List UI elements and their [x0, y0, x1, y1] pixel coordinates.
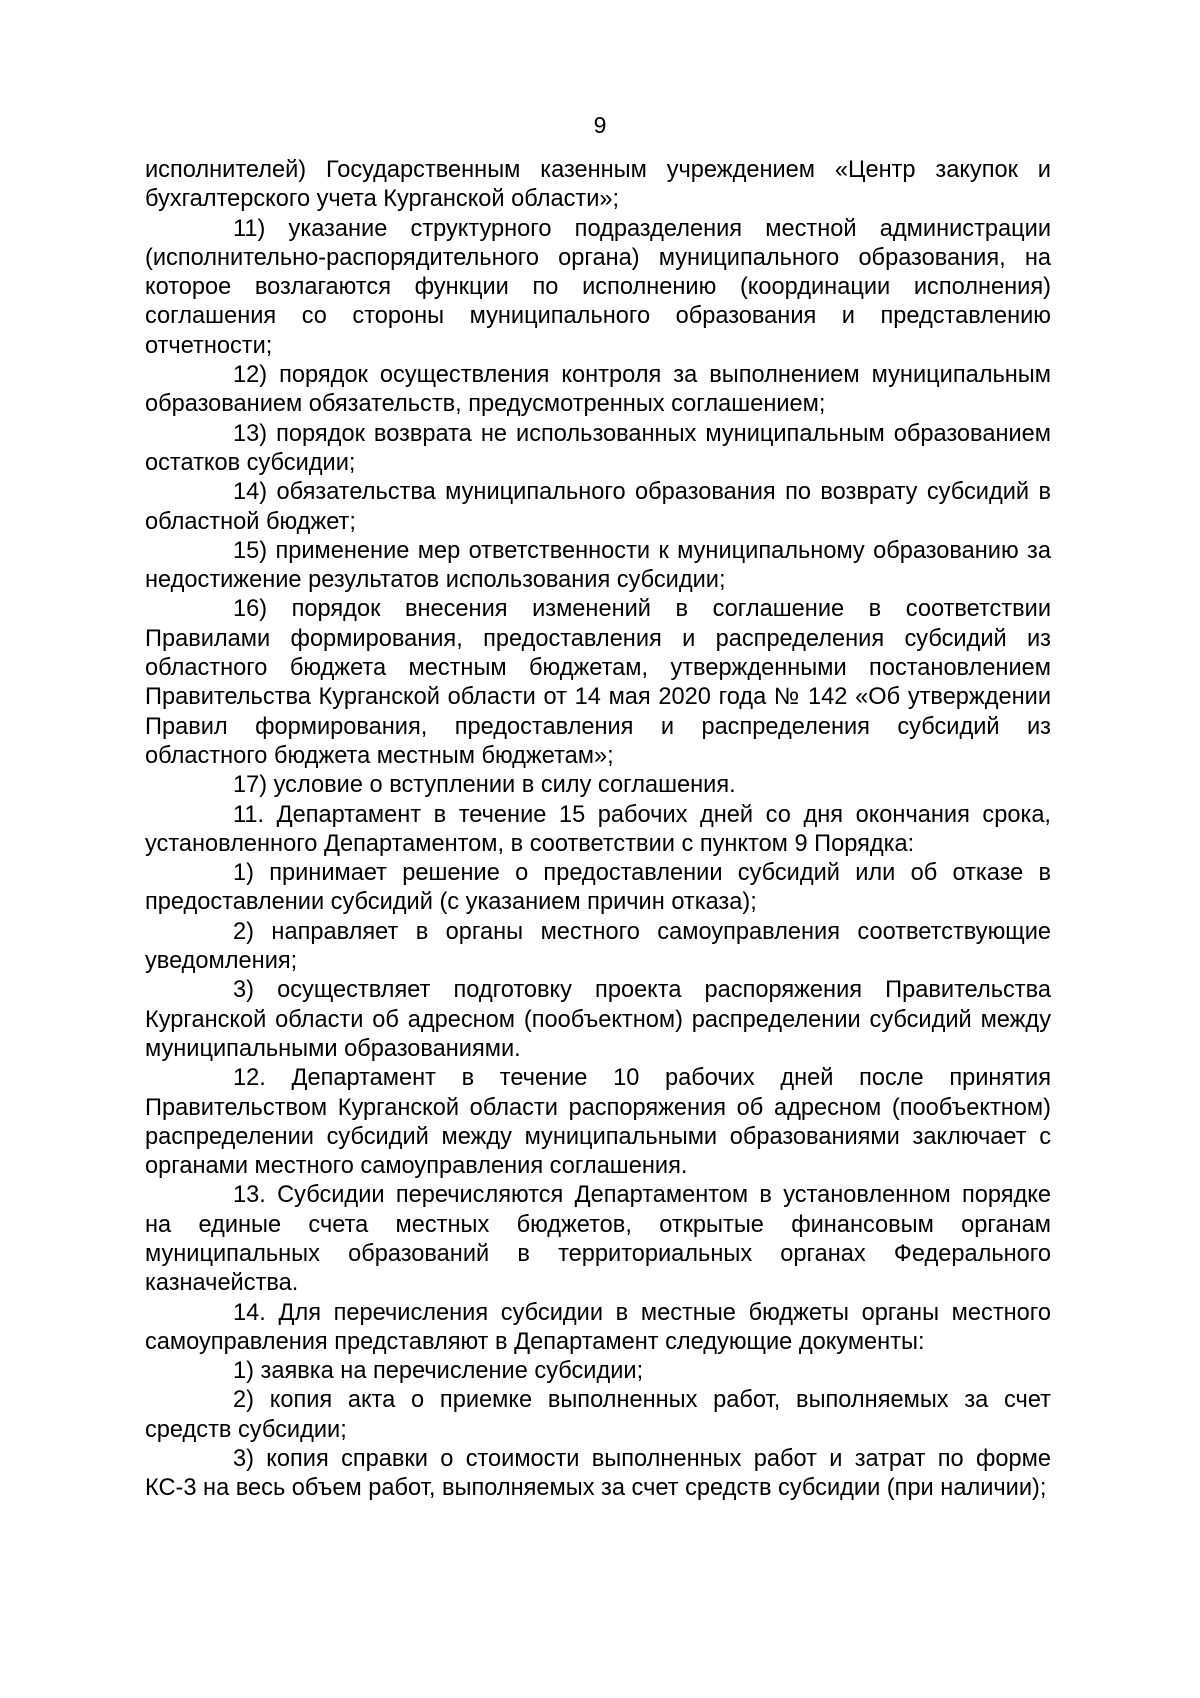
document-body	[145, 156, 1051, 1504]
paragraph: 12) порядок осуществления контроля за выполнением муниципальным образованием обязательств, предусмотренных соглашением;	[145, 362, 1051, 418]
paragraph: 11) указание структурного подразделения местной администрации (исполнительно-распорядительного органа) муниципального образования, на которое возлагаются функции по исполнению (координации исполнения) соглашения со стороны муниципального образования и представлению отчетности;	[145, 215, 1051, 359]
paragraph: 16) порядок внесения изменений в соглашение в соответствии Правилами формирования, предоставления и распределения субсидий из областного бюджета местным бюджетам, утвержденными постановлением Правительства Курганской области от 14 мая 2020 года № 142 «Об утверждении Правил формирования, предоставления и распределения субсидий из областного бюджета местным бюджетам»;	[145, 596, 1051, 769]
paragraph: 17) условие о вступлении в силу соглашения.	[233, 772, 736, 799]
paragraph: 13. Субсидии перечисляются Департаментом в установленном порядке на единые счета местных бюджетов, открытые финансовым органам муниципальных образований в территориальных органах Федерального казначейства.	[145, 1182, 1051, 1297]
paragraph: 11. Департамент в течение 15 рабочих дней со дня окончания срока, установленного Департаментом, в соответствии с пунктом 9 Порядка:	[145, 801, 1051, 857]
paragraph: 1) принимает решение о предоставлении субсидий или об отказе в предоставлении субсидий (с указанием причин отказа);	[145, 860, 1051, 916]
paragraph: 3) осуществляет подготовку проекта распоряжения Правительства Курганской области об адресном (пообъектном) распределении субсидий между муниципальными образованиями.	[145, 977, 1051, 1062]
paragraph: 15) применение мер ответственности к муниципальному образованию за недостижение результатов использования субсидии;	[145, 537, 1051, 594]
paragraph: 3) копия справки о стоимости выполненных работ и затрат по форме КС-3 на весь объем работ, выполняемых за счет средств субсидии (при наличии);	[145, 1446, 1051, 1502]
page-number: 9	[593, 112, 607, 138]
paragraph: 14. Для перечисления субсидии в местные бюджеты органы местного самоуправления представляют в Департамент следующие документы:	[145, 1299, 1051, 1355]
paragraph: 2) копия акта о приемке выполненных работ, выполняемых за счет средств субсидии;	[145, 1387, 1051, 1443]
paragraph: 14) обязательства муниципального образования по возврату субсидий в областной бюджет;	[145, 479, 1051, 535]
paragraph: 1) заявка на перечисление субсидии;	[233, 1358, 644, 1385]
paragraph: 13) порядок возврата не использованных муниципальным образованием остатков субсидии;	[145, 420, 1051, 476]
paragraph: исполнителей) Государственным казенным учреждением «Центр закупок и бухгалтерского учета Курганской области»;	[145, 157, 1051, 213]
paragraph: 12. Департамент в течение 10 рабочих дней после принятия Правительством Курганской области распоряжения об адресном (пообъектном) распределении субсидий между муниципальными образованиями заключает с органами местного самоуправления соглашения.	[145, 1065, 1051, 1180]
paragraph: 2) направляет в органы местного самоуправления соответствующие уведомления;	[145, 918, 1051, 975]
